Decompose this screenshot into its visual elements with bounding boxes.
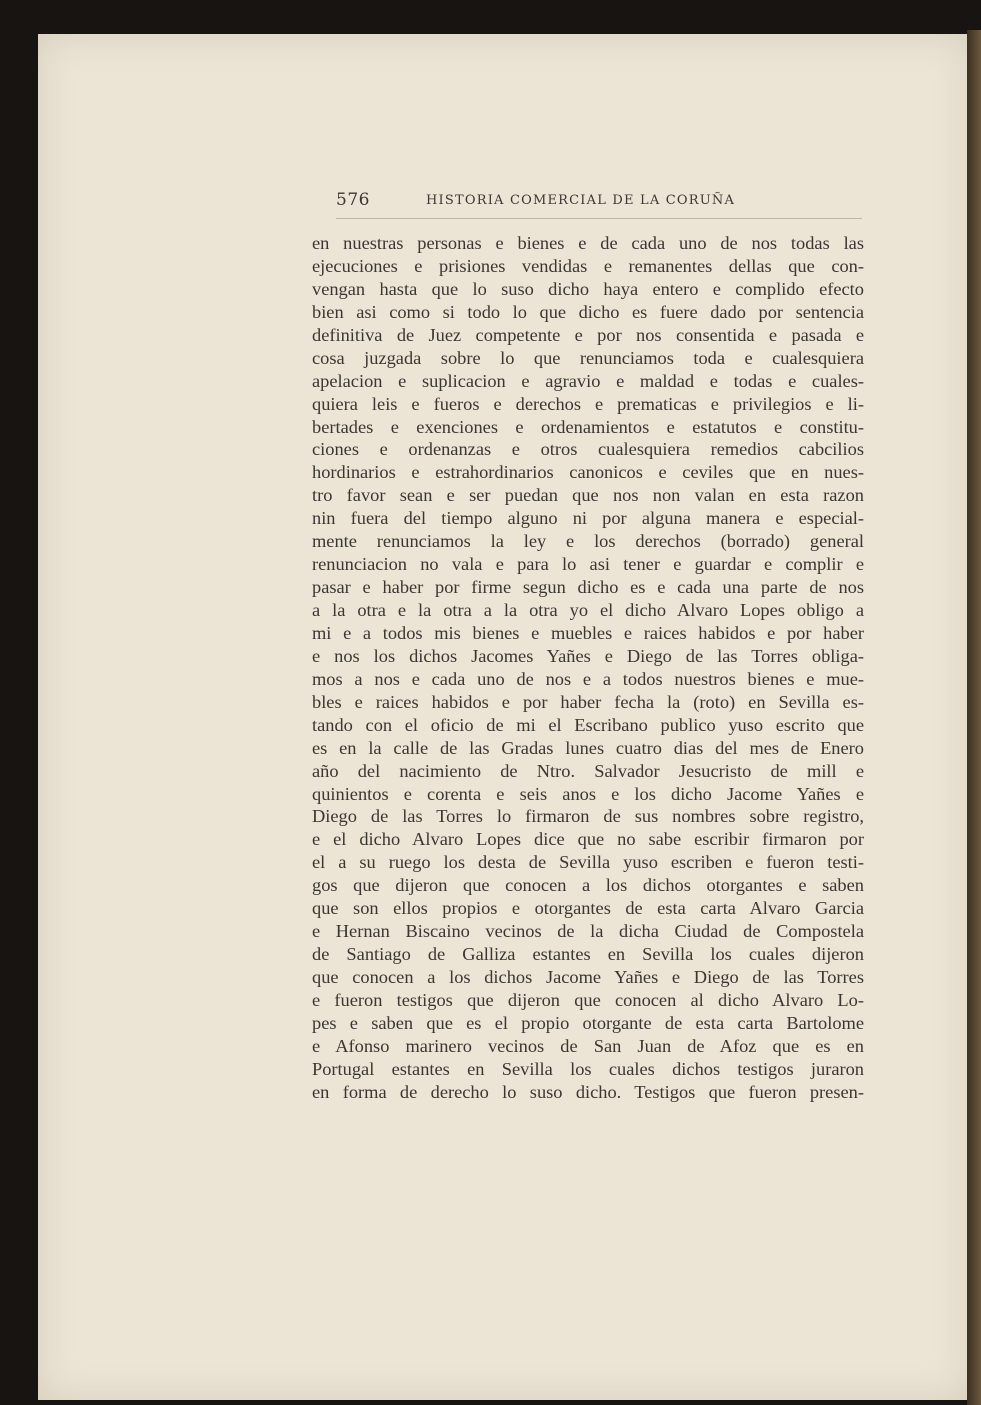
text-line: Portugal estantes en Sevilla los cuales dichos testigos juraron xyxy=(312,1058,864,1079)
text-line: e Hernan Biscaino vecinos de la dicha Ciudad de Compostela xyxy=(312,921,864,942)
body-text xyxy=(312,232,864,1104)
text-line: es en la calle de las Gradas lunes cuatro dias del mes de Enero xyxy=(312,737,864,758)
text-line: ejecuciones e prisiones vendidas e remanentes dellas que con- xyxy=(312,255,864,276)
text-line: renunciacion no vala e para lo asi tener e guardar e complir e xyxy=(312,554,864,575)
text-line: e nos los dichos Jacomes Yañes e Diego de las Torres obliga- xyxy=(312,645,864,666)
text-line: ciones e ordenanzas e otros cualesquiera remedios cabcilios xyxy=(312,439,864,460)
text-line: quiera leis e fueros e derechos e prematicas e privilegios e li- xyxy=(312,393,864,414)
text-line: bertades e exenciones e ordenamientos e estatutos e constitu- xyxy=(312,416,864,437)
text-line: quinientos e corenta e seis anos e los dicho Jacome Yañes e xyxy=(312,783,864,804)
text-line: en forma de derecho lo suso dicho. Testigos que fueron presen- xyxy=(312,1081,864,1102)
running-head: HISTORIA COMERCIAL DE LA CORUÑA xyxy=(426,193,736,208)
text-line: a la otra e la otra a la otra yo el dicho Alvaro Lopes obligo a xyxy=(312,600,864,620)
page-number: 576 xyxy=(336,190,370,210)
page-edge-shadow xyxy=(967,30,981,1405)
text-line: año del nacimiento de Ntro. Salvador Jesucristo de mill e xyxy=(312,760,864,781)
text-line: que son ellos propios e otorgantes de esta carta Alvaro Garcia xyxy=(312,898,864,919)
text-line: tando con el oficio de mi el Escribano publico yuso escrito que xyxy=(312,714,864,735)
text-line: e fueron testigos que dijeron que conocen al dicho Alvaro Lo- xyxy=(312,989,864,1010)
text-line: tro favor sean e ser puedan que nos non valan en esta razon xyxy=(312,485,864,506)
page-header xyxy=(336,188,862,219)
text-line: gos que dijeron que conocen a los dichos otorgantes e saben xyxy=(312,875,864,896)
text-line: definitiva de Juez competente e por nos consentida e pasada e xyxy=(312,324,864,345)
text-line: en nuestras personas e bienes e de cada uno de nos todas las xyxy=(312,233,864,253)
text-line: pes e saben que es el propio otorgante de esta carta Bartolome xyxy=(312,1012,864,1033)
text-line: bien asi como si todo lo que dicho es fuere dado por sentencia xyxy=(312,301,864,322)
text-line: mente renunciamos la ley e los derechos (borrado) general xyxy=(312,531,864,552)
text-line: que conocen a los dichos Jacome Yañes e Diego de las Torres xyxy=(312,967,864,987)
text-line: nin fuera del tiempo alguno ni por alguna manera e especial- xyxy=(312,508,864,529)
text-line: e Afonso marinero vecinos de San Juan de Afoz que es en xyxy=(312,1035,864,1056)
text-line: pasar e haber por firme segun dicho es e cada una parte de nos xyxy=(312,577,864,598)
text-line: mi e a todos mis bienes e muebles e raices habidos e por haber xyxy=(312,622,864,643)
text-line: apelacion e suplicacion e agravio e maldad e todas e cuales- xyxy=(312,370,864,391)
text-line: mos a nos e cada uno de nos e a todos nuestros bienes e mue- xyxy=(312,668,864,689)
text-line: hordinarios e estrahordinarios canonicos e ceviles que en nues- xyxy=(312,462,864,483)
text-line: Diego de las Torres lo firmaron de sus nombres sobre registro, xyxy=(312,806,864,827)
text-line: el a su ruego los desta de Sevilla yuso escriben e fueron testi- xyxy=(312,852,864,873)
text-line: de Santiago de Galliza estantes en Sevilla los cuales dijeron xyxy=(312,944,864,965)
text-line: cosa juzgada sobre lo que renunciamos toda e cualesquiera xyxy=(312,347,864,368)
text-line: vengan hasta que lo suso dicho haya entero e complido efecto xyxy=(312,278,864,299)
text-line: e el dicho Alvaro Lopes dice que no sabe escribir firmaron por xyxy=(312,829,864,850)
text-line: bles e raices habidos e por haber fecha la (roto) en Sevilla es- xyxy=(312,691,864,712)
